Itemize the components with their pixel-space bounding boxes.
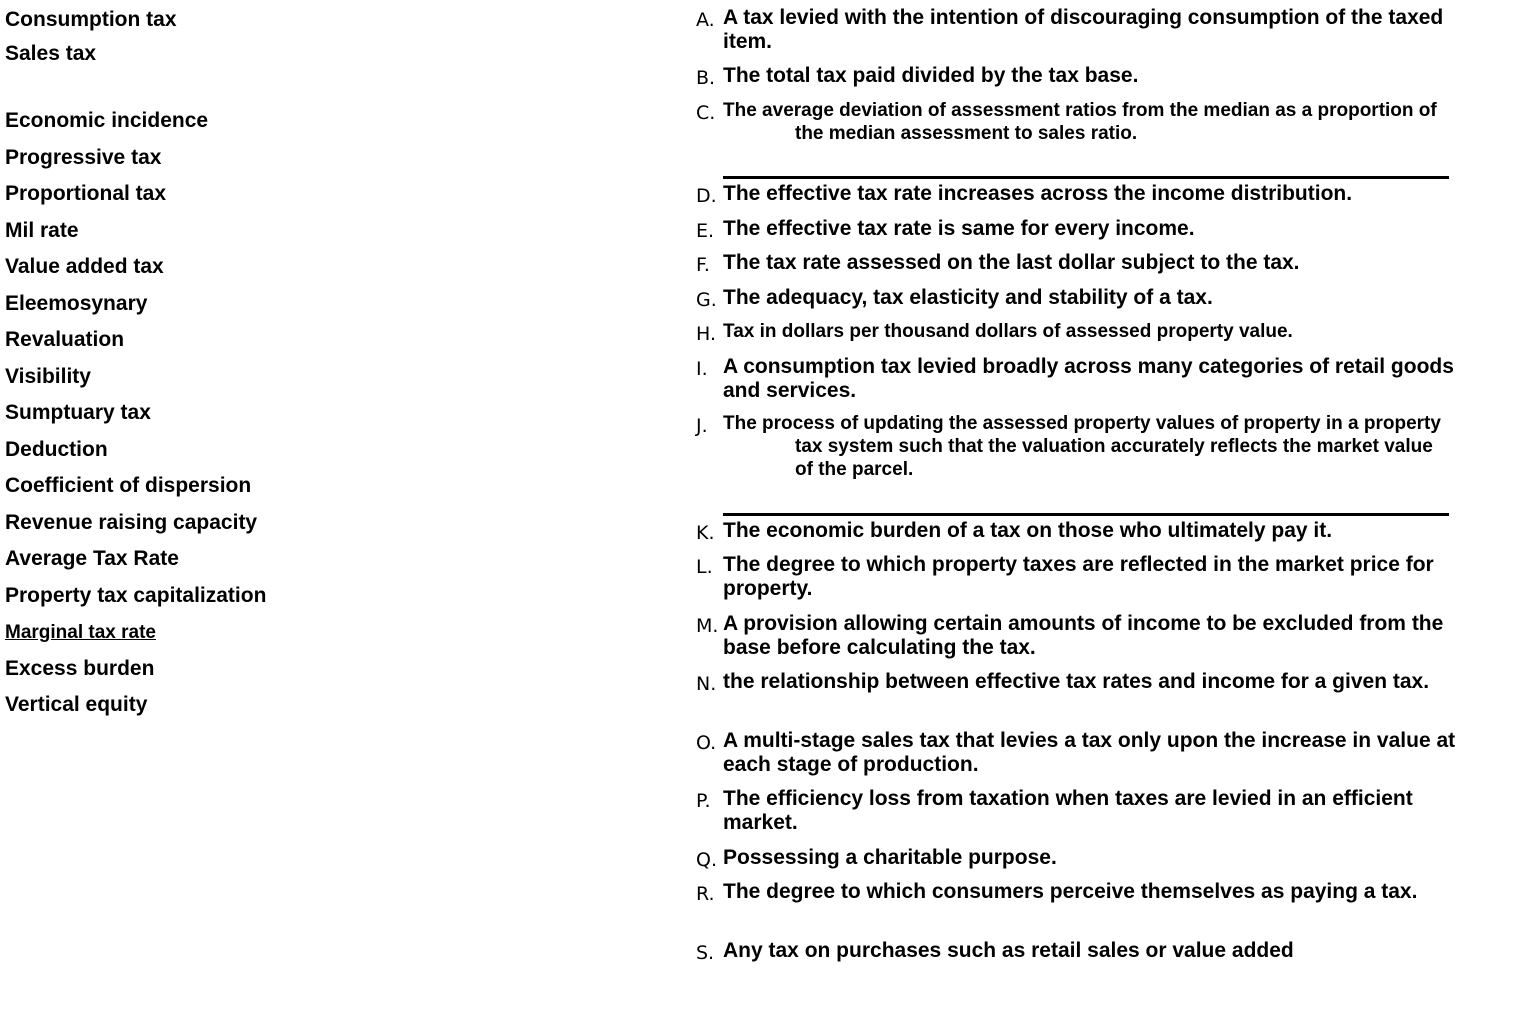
term-item: Coefficient of dispersion (5, 474, 252, 497)
definition-item (696, 99, 1456, 145)
term-item: Eleemosynary (5, 292, 148, 315)
definition-letter: Q. (696, 849, 717, 871)
definition-text: Possessing a charitable purpose. (723, 846, 1057, 869)
definition-letter: N. (696, 673, 717, 695)
definition-item (696, 612, 1456, 660)
definition-text: The process of updating the assessed property values of property in a property tax system such that the valuation accurately reflects the market value of the parcel. (723, 413, 1441, 480)
definition-item (696, 217, 1456, 241)
term-item: Proportional tax (5, 182, 167, 205)
term-item: Value added tax (5, 255, 164, 278)
term-item: Property tax capitalization (5, 584, 267, 607)
definition-item (696, 64, 1456, 88)
definition-item (696, 880, 1456, 904)
definition-letter: M. (696, 615, 719, 637)
term-item: Vertical equity (5, 693, 148, 716)
definition-item (696, 553, 1456, 601)
term-item: Excess burden (5, 657, 155, 680)
definition-item (696, 787, 1456, 835)
definition-text: The degree to which consumers perceive themselves as paying a tax. (723, 880, 1418, 903)
definition-letter: G. (696, 289, 717, 311)
definition-letter: H. (696, 323, 716, 345)
definition-text: A tax levied with the intention of discouraging consumption of the taxed item. (723, 6, 1444, 53)
definition-letter: P. (696, 790, 711, 812)
definition-letter: S. (696, 942, 715, 964)
term-item: Visibility (5, 365, 91, 388)
term-item: Average Tax Rate (5, 547, 179, 570)
definition-item (696, 412, 1456, 481)
term-item: Sales tax (5, 42, 97, 65)
definition-letter: F. (696, 254, 710, 276)
definition-item (696, 519, 1456, 543)
definition-item (696, 846, 1456, 870)
definition-text: The average deviation of assessment ratios from the median as a proportion of the median assessment to sales ratio. (723, 100, 1437, 144)
definition-item (696, 182, 1456, 206)
definition-text: Tax in dollars per thousand dollars of assessed property value. (723, 321, 1293, 342)
definition-text: Any tax on purchases such as retail sales or value added (723, 939, 1294, 962)
term-item: Economic incidence (5, 109, 209, 132)
definition-letter: B. (696, 67, 716, 89)
definition-item (696, 320, 1456, 343)
definition-item (696, 670, 1456, 694)
divider-line (723, 176, 1449, 179)
definition-text: The adequacy, tax elasticity and stability of a tax. (723, 286, 1213, 309)
definition-text: the relationship between effective tax rates and income for a given tax. (723, 670, 1430, 693)
definition-text: The tax rate assessed on the last dollar subject to the tax. (723, 251, 1300, 274)
term-item: Consumption tax (5, 8, 177, 31)
divider-line (723, 513, 1449, 516)
term-item: Revenue raising capacity (5, 511, 258, 534)
definition-text: The degree to which property taxes are reflected in the market price for property. (723, 553, 1434, 600)
definition-letter: D. (696, 185, 717, 207)
definition-letter: R. (696, 883, 715, 905)
definition-text: The economic burden of a tax on those who ultimately pay it. (723, 519, 1333, 542)
term-item: Deduction (5, 438, 108, 461)
definition-text: The effective tax rate is same for every income. (723, 217, 1195, 240)
term-item: Sumptuary tax (5, 401, 151, 424)
definition-text: The total tax paid divided by the tax base. (723, 64, 1139, 87)
definition-letter: A. (696, 9, 715, 31)
definition-text: The effective tax rate increases across the income distribution. (723, 182, 1353, 205)
definition-text: A provision allowing certain amounts of income to be excluded from the base before calculating the tax. (723, 612, 1444, 659)
definition-letter: K. (696, 522, 715, 544)
definition-text: The efficiency loss from taxation when taxes are levied in an efficient market. (723, 787, 1413, 834)
term-item: Revaluation (5, 328, 125, 351)
definition-letter: J. (696, 415, 708, 437)
definition-letter: L. (696, 556, 713, 578)
definition-letter: I. (696, 358, 708, 380)
definition-item (696, 286, 1456, 310)
definition-item (696, 251, 1456, 275)
term-item: Marginal tax rate (5, 622, 156, 643)
term-item: Mil rate (5, 219, 79, 242)
definition-letter: E. (696, 220, 715, 242)
definition-letter: O. (696, 732, 717, 754)
definition-text: A consumption tax levied broadly across many categories of retail goods and services. (723, 355, 1454, 402)
term-item: Progressive tax (5, 146, 162, 169)
definition-text: A multi-stage sales tax that levies a tax only upon the increase in value at each stage of production. (723, 729, 1456, 776)
definition-item (696, 355, 1456, 403)
definition-item (696, 6, 1456, 54)
definition-item (696, 939, 1456, 963)
definition-letter: C. (696, 102, 716, 124)
definition-item (696, 729, 1456, 777)
